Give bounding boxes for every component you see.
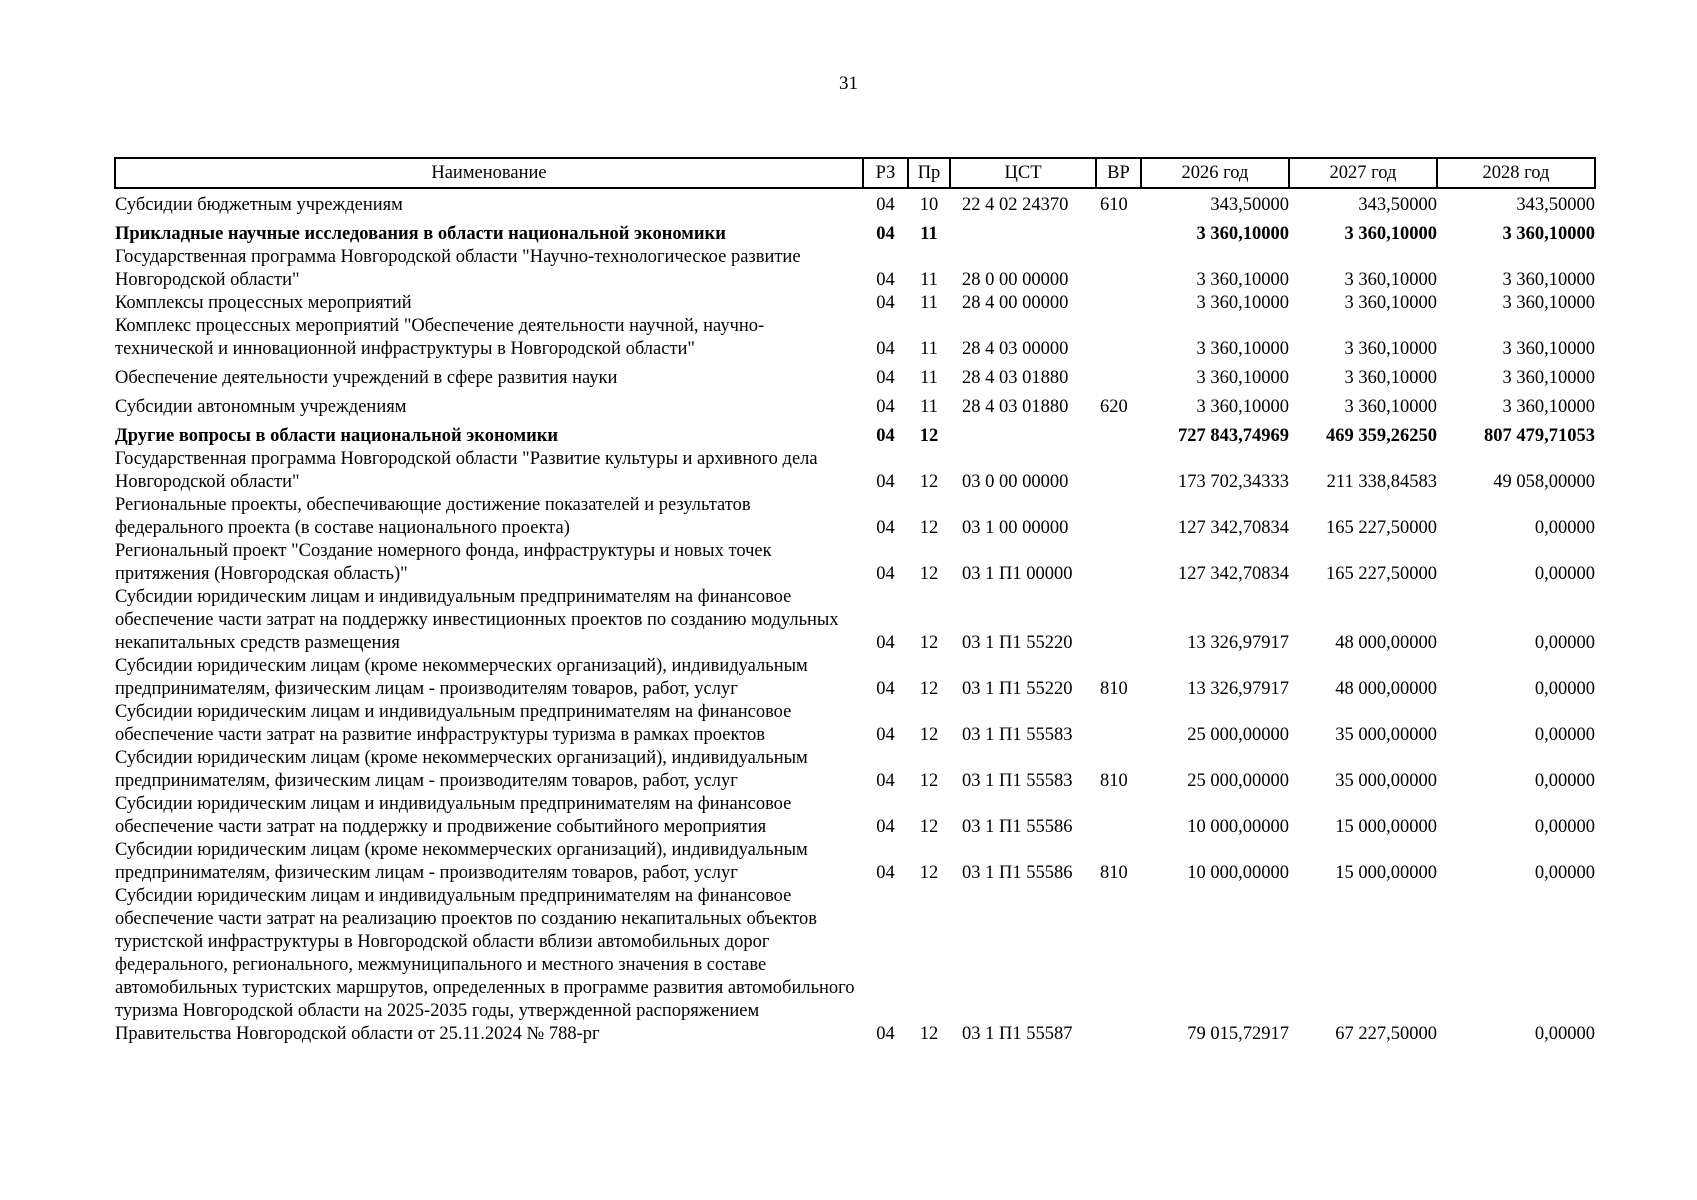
table-header-row [115, 158, 1595, 188]
row-rz: 04 [876, 368, 895, 388]
row-rz: 04 [876, 679, 895, 699]
row-pr: 12 [919, 518, 939, 538]
row-vr: 810 [1100, 771, 1128, 791]
row-cst: 03 1 П1 55586 [962, 863, 1073, 883]
row-cst: 03 1 П1 55583 [962, 725, 1073, 745]
row-pr: 12 [919, 863, 939, 883]
row-2028: 49 058,00000 [1493, 472, 1595, 492]
row-2028: 0,00000 [1534, 633, 1595, 653]
table-row [115, 361, 1595, 390]
row-2026: 3 360,10000 [1196, 293, 1289, 313]
table-row [115, 315, 1595, 361]
row-2026: 13 326,97917 [1187, 679, 1289, 699]
row-2027: 3 360,10000 [1344, 368, 1437, 388]
row-name: Прикладные научные исследования в области национальной экономики [115, 224, 726, 244]
row-vr [1096, 448, 1141, 494]
row-2027: 3 360,10000 [1344, 224, 1437, 244]
row-vr [1096, 419, 1141, 448]
row-cst: 03 1 П1 55220 [962, 679, 1073, 699]
row-name: Обеспечение деятельности учреждений в сфере развития науки [115, 368, 618, 388]
row-2026: 25 000,00000 [1187, 771, 1289, 791]
row-2028: 3 360,10000 [1502, 339, 1595, 359]
row-name: Комплексы процессных мероприятий [115, 293, 412, 313]
row-name: Субсидии юридическим лицам и индивидуальным предпринимателям на финансовое обеспечение части затрат на поддержку и продвижение событийного мероприятия [115, 794, 792, 837]
row-pr: 10 [919, 195, 939, 215]
row-pr: 11 [920, 224, 938, 244]
row-rz: 04 [876, 224, 895, 244]
row-pr: 11 [920, 339, 938, 359]
table-row-section [115, 217, 1595, 246]
table-row [115, 494, 1595, 540]
row-2027: 165 227,50000 [1326, 564, 1437, 584]
header-vr: ВР [1096, 158, 1141, 188]
row-vr: 620 [1100, 397, 1128, 417]
row-name: Субсидии юридическим лицам и индивидуальным предпринимателям на финансовое обеспечение части затрат на поддержку инвестиционных проектов по созданию модульных некапитальных средств размещения [115, 587, 839, 653]
row-cst: 03 1 00 00000 [962, 518, 1069, 538]
row-2026: 13 326,97917 [1187, 633, 1289, 653]
row-cst: 28 0 00 00000 [962, 270, 1069, 290]
row-2027: 35 000,00000 [1335, 725, 1437, 745]
row-2027: 35 000,00000 [1335, 771, 1437, 791]
row-2028: 3 360,10000 [1502, 293, 1595, 313]
row-2027: 48 000,00000 [1335, 679, 1437, 699]
row-name: Государственная программа Новгородской области "Развитие культуры и архивного дела Новгородской области" [115, 449, 818, 492]
row-2026: 10 000,00000 [1187, 863, 1289, 883]
row-name: Субсидии бюджетным учреждениям [115, 195, 403, 215]
row-cst: 03 0 00 00000 [962, 472, 1069, 492]
row-rz: 04 [876, 725, 895, 745]
row-vr [1096, 701, 1141, 747]
row-2028: 0,00000 [1534, 564, 1595, 584]
row-pr: 12 [919, 771, 939, 791]
row-2028: 3 360,10000 [1502, 270, 1595, 290]
row-rz: 04 [876, 195, 895, 215]
row-2027: 165 227,50000 [1326, 518, 1437, 538]
row-name: Субсидии юридическим лицам и индивидуальным предпринимателям на финансовое обеспечение части затрат на развитие инфраструктуры туризма в рамках проектов [115, 702, 792, 745]
table-row [115, 839, 1595, 885]
row-2026: 25 000,00000 [1187, 725, 1289, 745]
row-rz: 04 [876, 1024, 895, 1044]
row-2026: 127 342,70834 [1178, 518, 1289, 538]
row-2026: 3 360,10000 [1196, 270, 1289, 290]
table-row [115, 188, 1595, 217]
row-2028: 0,00000 [1534, 771, 1595, 791]
row-pr: 12 [919, 679, 939, 699]
row-cst [950, 419, 1096, 448]
row-rz: 04 [876, 472, 895, 492]
row-name: Субсидии юридическим лицам (кроме некоммерческих организаций), индивидуальным предпринимателям, физическим лицам - производителям товаров, работ, услуг [115, 656, 808, 699]
row-rz: 04 [876, 293, 895, 313]
row-name: Комплекс процессных мероприятий "Обеспечение деятельности научной, научно-технической и инновационной инфраструктуры в Новгородской области" [115, 316, 765, 359]
table-row [115, 586, 1595, 655]
row-2027: 3 360,10000 [1344, 293, 1437, 313]
table-row [115, 655, 1595, 701]
table-row [115, 390, 1595, 419]
page-number: 31 [839, 73, 858, 94]
row-2028: 0,00000 [1534, 725, 1595, 745]
row-name: Субсидии юридическим лицам и индивидуальным предпринимателям на финансовое обеспечение части затрат на реализацию проектов по созданию некапитальных объектов туристской инфраструктуры в Новгородской области вблизи автомобильных дорог федерального, регионального, межмуниципального и местного значения в составе автомобильных туристских маршрутов, определенных в программе развития автомобильного туризма Новгородской области на 2025-2035 годы, утвержденной распоряжением Правительства Новгородской области от 25.11.2024 № 788-рг [115, 886, 855, 1044]
row-rz: 04 [876, 633, 895, 653]
row-vr [1096, 217, 1141, 246]
row-2027: 3 360,10000 [1344, 270, 1437, 290]
row-2028: 807 479,71053 [1484, 426, 1595, 446]
row-2026: 3 360,10000 [1196, 339, 1289, 359]
row-name: Субсидии юридическим лицам (кроме некоммерческих организаций), индивидуальным предпринимателям, физическим лицам - производителям товаров, работ, услуг [115, 748, 808, 791]
row-name: Другие вопросы в области национальной экономики [115, 426, 559, 446]
row-2028: 0,00000 [1534, 518, 1595, 538]
row-rz: 04 [876, 518, 895, 538]
row-vr [1096, 292, 1141, 315]
row-2026: 79 015,72917 [1187, 1024, 1289, 1044]
row-name: Субсидии юридическим лицам (кроме некоммерческих организаций), индивидуальным предпринимателям, физическим лицам - производителям товаров, работ, услуг [115, 840, 808, 883]
row-2027: 3 360,10000 [1344, 397, 1437, 417]
row-vr [1096, 793, 1141, 839]
row-vr [1096, 540, 1141, 586]
header-2028: 2028 год [1437, 158, 1595, 188]
row-2027: 3 360,10000 [1344, 339, 1437, 359]
table-row [115, 292, 1595, 315]
table-row-section [115, 419, 1595, 448]
row-2027: 211 338,84583 [1326, 472, 1437, 492]
table-row [115, 246, 1595, 292]
row-cst [950, 217, 1096, 246]
table-row [115, 747, 1595, 793]
row-pr: 12 [919, 633, 939, 653]
row-vr [1096, 494, 1141, 540]
header-2027: 2027 год [1289, 158, 1437, 188]
row-name: Государственная программа Новгородской области "Научно-технологическое развитие Новгородской области" [115, 247, 801, 290]
budget-table [114, 157, 1596, 1046]
row-pr: 11 [920, 397, 938, 417]
row-name: Субсидии автономным учреждениям [115, 397, 407, 417]
row-pr: 12 [919, 817, 939, 837]
row-cst: 22 4 02 24370 [962, 195, 1069, 215]
row-pr: 12 [919, 1024, 939, 1044]
table-row [115, 540, 1595, 586]
table-row [115, 885, 1595, 1046]
header-2026: 2026 год [1141, 158, 1289, 188]
row-pr: 12 [919, 426, 939, 446]
header-pr: Пр [908, 158, 950, 188]
row-2028: 3 360,10000 [1502, 368, 1595, 388]
row-2026: 10 000,00000 [1187, 817, 1289, 837]
row-2028: 3 360,10000 [1502, 224, 1595, 244]
row-vr: 810 [1100, 679, 1128, 699]
row-vr [1096, 361, 1141, 390]
row-2026: 173 702,34333 [1178, 472, 1289, 492]
row-vr: 610 [1100, 195, 1128, 215]
row-rz: 04 [876, 397, 895, 417]
row-2026: 3 360,10000 [1196, 368, 1289, 388]
row-pr: 12 [919, 472, 939, 492]
row-cst: 03 1 П1 55587 [962, 1024, 1073, 1044]
row-cst: 03 1 П1 55586 [962, 817, 1073, 837]
row-pr: 12 [919, 564, 939, 584]
row-2026: 3 360,10000 [1196, 397, 1289, 417]
row-cst: 03 1 П1 00000 [962, 564, 1073, 584]
row-2027: 15 000,00000 [1335, 863, 1437, 883]
row-2027: 15 000,00000 [1335, 817, 1437, 837]
row-cst: 03 1 П1 55583 [962, 771, 1073, 791]
row-cst: 28 4 00 00000 [962, 293, 1069, 313]
table-row [115, 793, 1595, 839]
row-pr: 11 [920, 368, 938, 388]
row-rz: 04 [876, 771, 895, 791]
row-cst: 28 4 03 01880 [962, 397, 1069, 417]
row-rz: 04 [876, 339, 895, 359]
header-cst: ЦСТ [950, 158, 1096, 188]
row-2027: 469 359,26250 [1326, 426, 1437, 446]
row-2028: 0,00000 [1534, 817, 1595, 837]
row-cst: 28 4 03 00000 [962, 339, 1069, 359]
row-vr: 810 [1100, 863, 1128, 883]
row-vr [1096, 586, 1141, 655]
row-2026: 343,50000 [1210, 195, 1289, 215]
row-2027: 343,50000 [1358, 195, 1437, 215]
row-pr: 11 [920, 270, 938, 290]
row-vr [1096, 885, 1141, 1046]
header-name: Наименование [115, 158, 863, 188]
table-row [115, 701, 1595, 747]
row-2028: 3 360,10000 [1502, 397, 1595, 417]
row-cst: 03 1 П1 55220 [962, 633, 1073, 653]
row-2028: 0,00000 [1534, 679, 1595, 699]
row-2027: 67 227,50000 [1335, 1024, 1437, 1044]
header-rz: РЗ [863, 158, 908, 188]
table-row [115, 448, 1595, 494]
row-2027: 48 000,00000 [1335, 633, 1437, 653]
row-rz: 04 [876, 863, 895, 883]
row-2026: 727 843,74969 [1178, 426, 1289, 446]
row-pr: 11 [920, 293, 938, 313]
row-rz: 04 [876, 817, 895, 837]
row-2028: 0,00000 [1534, 1024, 1595, 1044]
row-2026: 127 342,70834 [1178, 564, 1289, 584]
row-vr [1096, 315, 1141, 361]
row-2026: 3 360,10000 [1196, 224, 1289, 244]
row-pr: 12 [919, 725, 939, 745]
row-name: Региональные проекты, обеспечивающие достижение показателей и результатов федерального проекта (в составе национального проекта) [115, 495, 751, 538]
row-name: Региональный проект "Создание номерного фонда, инфраструктуры и новых точек притяжения (Новгородская область)" [115, 541, 772, 584]
row-cst: 28 4 03 01880 [962, 368, 1069, 388]
row-rz: 04 [876, 426, 895, 446]
row-vr [1096, 246, 1141, 292]
row-rz: 04 [876, 564, 895, 584]
row-2028: 343,50000 [1516, 195, 1595, 215]
row-rz: 04 [876, 270, 895, 290]
row-2028: 0,00000 [1534, 863, 1595, 883]
